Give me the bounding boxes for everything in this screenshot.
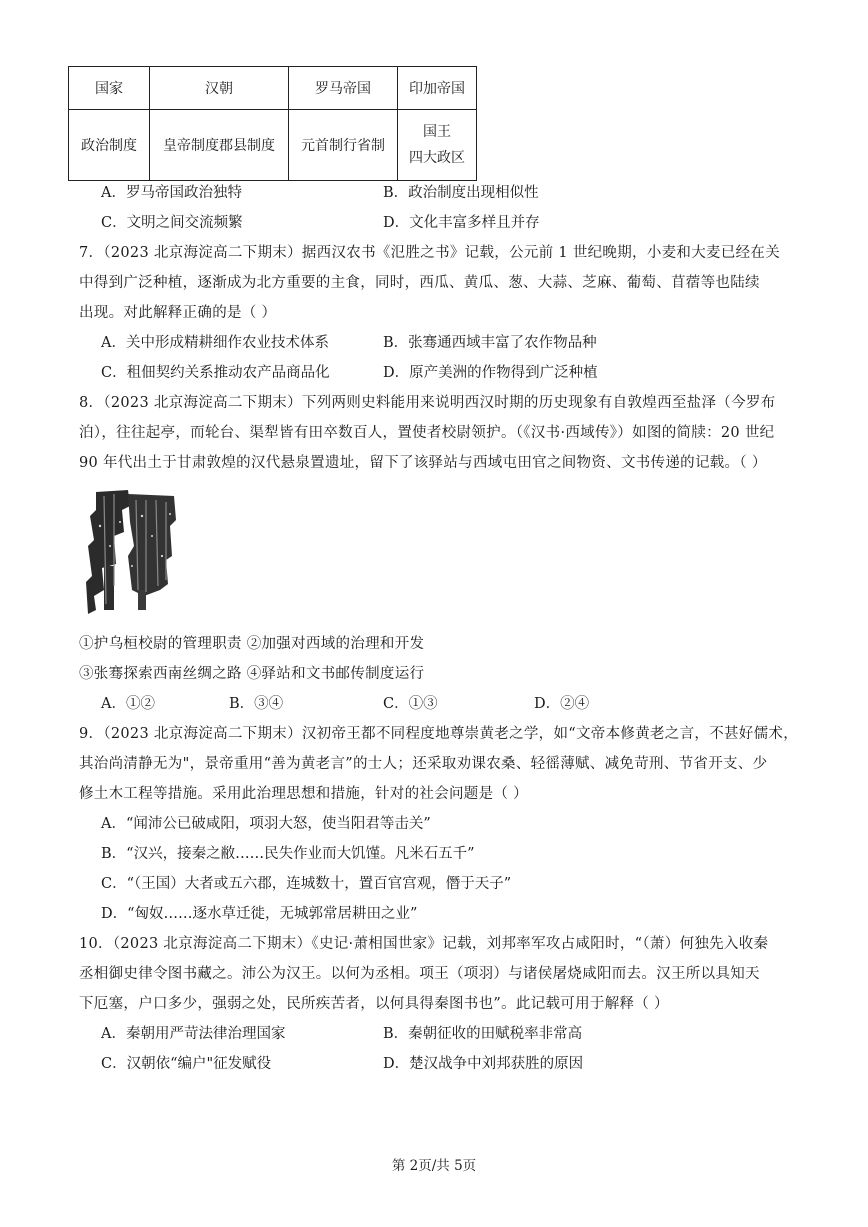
table-header-cell: 罗马帝国 xyxy=(289,67,398,110)
table-header-cell: 汉朝 xyxy=(150,67,289,110)
table-cell-line: 四大政区 xyxy=(409,150,465,166)
table-cell-line: 国王 xyxy=(423,124,451,140)
q10-stem-line: 下厄塞，户口多少，强弱之处，民所疾苦者，以何具得秦图书也”。此记载可用于解释（ ） xyxy=(79,996,669,1012)
q10-stem-line: 10．（2023 北京海淀高二下期末）《史记·萧相国世家》记载，刘邦率军攻占咸阳时，“（萧）何独先入收秦 xyxy=(79,936,769,952)
q10-option-d: D．楚汉战争中刘邦获胜的原因 xyxy=(383,1056,584,1072)
q9-option-d: D．“匈奴……逐水草迁徙，无城郭常居耕田之业” xyxy=(101,906,418,922)
q7-stem-line: 中得到广泛种植，逐渐成为北方重要的主食，同时，西瓜、黄瓜、葱、大蒜、芝麻、葡萄、苜蓿等也陆续 xyxy=(79,275,760,291)
table-header-row xyxy=(69,67,477,110)
q7-option-d: D．原产美洲的作物得到广泛种植 xyxy=(383,365,598,381)
comparison-table xyxy=(68,66,477,181)
q8-option-c: C．①③ xyxy=(383,696,438,712)
q7-option-c: C．租佃契约关系推动农产品商品化 xyxy=(101,365,330,381)
table-row xyxy=(69,110,477,181)
q8-statement-line: ③张骞探索西南丝绸之路 ④驿站和文书邮传制度运行 xyxy=(79,666,425,682)
q10-option-a: A．秦朝用严苛法律治理国家 xyxy=(101,1026,286,1042)
q8-stem-line: 8．（2023 北京海淀高二下期末）下列两则史料能用来说明西汉时期的历史现象有自敦煌西至盐泽（今罗布 xyxy=(79,395,776,411)
table-header-cell: 国家 xyxy=(69,67,150,110)
q9-option-c: C．“（王国）大者或五六郡，连城数十，置百官宫观，僭于天子” xyxy=(101,876,512,892)
q9-stem-line: 其治尚清静无为"，景帝重用“善为黄老言”的士人；还采取劝课农桑、轻徭薄赋、减免苛刑、节省开支、少 xyxy=(79,756,768,772)
table-row-label: 政治制度 xyxy=(69,110,150,181)
q8-option-d: D．②④ xyxy=(534,696,590,712)
q6-option-b: B．政治制度出现相似性 xyxy=(383,185,539,201)
q6-option-c: C．文明之间交流频繁 xyxy=(101,215,243,231)
q8-option-b: B．③④ xyxy=(229,696,284,712)
q6-option-d: D．文化丰富多样且并存 xyxy=(383,215,540,231)
q7-stem-line: 7．（2023 北京海淀高二下期末）据西汉农书《氾胜之书》记载，公元前 1 世纪晚期，小麦和大麦已经在关 xyxy=(79,245,781,261)
table-cell: 皇帝制度郡县制度 xyxy=(150,110,289,181)
q8-option-a: A．①② xyxy=(101,696,155,712)
q6-option-a: A．罗马帝国政治独特 xyxy=(101,185,242,201)
q8-statement-line: ①护乌桓校尉的管理职责 ②加强对西域的治理和开发 xyxy=(79,636,425,652)
q10-option-c: C．汉朝依“编户"征发赋役 xyxy=(101,1056,272,1072)
q9-stem-line: 修土木工程等措施。采用此治理思想和措施，针对的社会问题是（ ） xyxy=(79,786,528,802)
q7-option-b: B．张骞通西域丰富了农作物品种 xyxy=(383,335,597,351)
table-cell: 元首制行省制 xyxy=(289,110,398,181)
q8-stem-line: 90 年代出土于甘肃敦煌的汉代悬泉置遗址，留下了该驿站与西域屯田官之间物资、文书传递的记载。（ ） xyxy=(79,455,767,471)
q7-stem-line: 出现。对此解释正确的是（ ） xyxy=(79,305,277,321)
table-cell-inca xyxy=(398,110,477,181)
page-number: 第 2页/共 5页 xyxy=(391,1158,477,1174)
q10-option-b: B．秦朝征收的田赋税率非常高 xyxy=(383,1026,583,1042)
q10-stem-line: 丞相御史律令图书藏之。沛公为汉王。以何为丞相。项王（项羽）与诸侯屠烧咸阳而去。汉王所以具知天 xyxy=(79,966,760,982)
bamboo-slip-image xyxy=(84,486,184,620)
q7-option-a: A．关中形成精耕细作农业技术体系 xyxy=(101,335,329,351)
table-header-cell: 印加帝国 xyxy=(398,67,477,110)
q9-option-b: B．“汉兴，接秦之敝……民失作业而大饥馑。凡米石五千” xyxy=(101,846,475,862)
q8-stem-line: 泊），往往起亭，而轮台、渠犁皆有田卒数百人，置使者校尉领护。（《汉书·西域传》）如图的简牍：20 世纪 xyxy=(79,425,775,441)
q9-option-a: A．“闻沛公已破咸阳，项羽大怒，使当阳君等击关” xyxy=(101,816,431,832)
q9-stem-line: 9．（2023 北京海淀高二下期末）汉初帝王都不同程度地尊崇黄老之学，如“文帝本修黄老之言，不甚好儒术， xyxy=(79,726,798,742)
